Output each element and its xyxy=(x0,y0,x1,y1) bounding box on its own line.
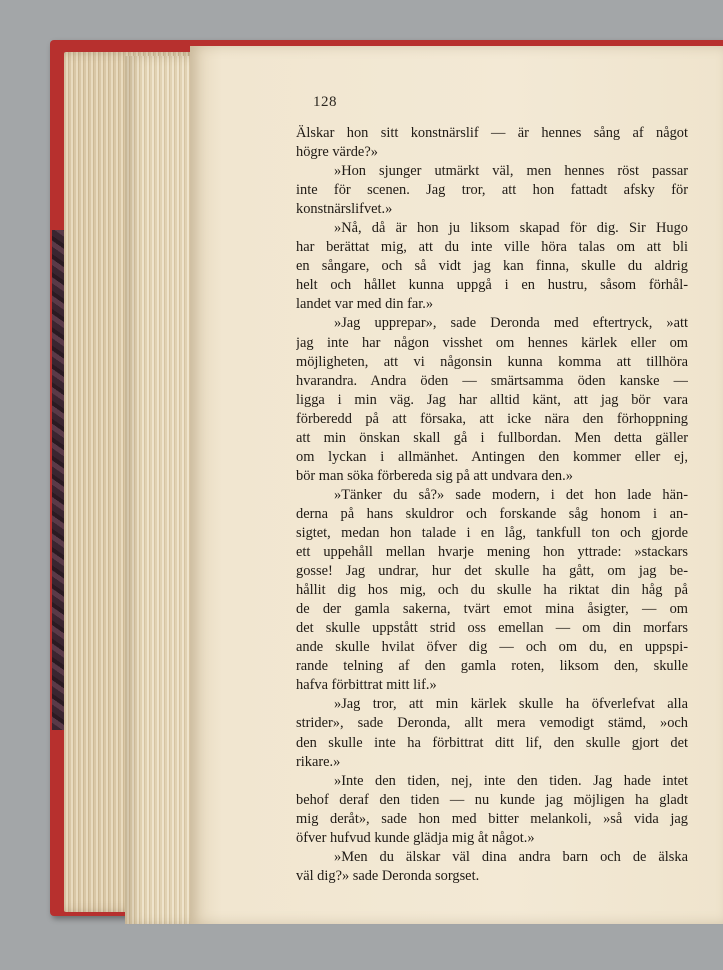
text-line: ett uppehåll mellan hvarje mening hon yttrade: »stackars xyxy=(296,544,688,561)
text-line: det skulle uppstått strid oss emellan — om din morfars xyxy=(296,620,688,637)
text-line: jag inte har någon visshet om hennes kärlek eller om xyxy=(296,334,688,351)
text-line: Älskar hon sitt konstnärslif — är hennes sång af något xyxy=(296,125,688,141)
text-line: »Hon sjunger utmärkt väl, men hennes röst passar xyxy=(334,163,688,180)
text-line: sigtet, medan hon talade i en låg, tankfull ton och gjorde xyxy=(296,524,688,541)
text-line: högre värde?» xyxy=(296,144,378,161)
text-line: landet var med din far.» xyxy=(296,296,434,313)
text-line: gosse! Jag undrar, hur det skulle ha gått, om jag be- xyxy=(296,563,688,580)
text-line: hvarandra. Andra öden — smärtsamma öden kanske — xyxy=(296,372,688,389)
text-line: »Men du älskar väl dina andra barn och de älska xyxy=(334,848,688,865)
text-line: »Inte den tiden, nej, inte den tiden. Jag hade intet xyxy=(334,772,688,789)
text-line: helt och hållet kunna uppgå i en hustru, såsom förhål- xyxy=(296,277,688,294)
text-line: den skulle inte ha förbittrat ditt lif, den skulle gjort det xyxy=(296,734,688,751)
text-line: behof deraf den tiden — nu kunde jag möjligen ha gladt xyxy=(296,791,688,808)
text-line: hållit dig hos mig, och du skulle ha riktat din håg på xyxy=(296,582,688,599)
text-line: »Nå, då är hon ju liksom skapad för dig. Sir Hugo xyxy=(334,220,688,237)
text-line: förberedd på att försaka, att icke nära den förhoppning xyxy=(296,410,688,427)
text-line: en sångare, och så vidt jag kan finna, skulle du aldrig xyxy=(296,258,688,275)
text-line: strider», sade Deronda, allt mera vemodigt stämd, »och xyxy=(296,715,688,732)
page-number: 128 xyxy=(313,94,337,110)
text-line: inte för scenen. Jag tror, att hon fattadt afsky för xyxy=(296,182,688,199)
text-line: de der gamla sakerna, tvärt emot mina åsigter, — om xyxy=(296,601,688,618)
text-line: »Tänker du så?» sade modern, i det hon lade hän- xyxy=(334,486,688,503)
text-line: möjligheten, att vi någonsin kunna komma att tillhöra xyxy=(296,353,688,370)
text-line: konstnärslifvet.» xyxy=(296,201,393,218)
text-line: väl dig?» sade Deronda sorgset. xyxy=(296,867,480,884)
text-line: har berättat mig, att du inte ville höra talas om att bli xyxy=(296,239,688,256)
text-line: »Jag upprepar», sade Deronda med eftertryck, »att xyxy=(334,315,688,332)
text-line: bör man söka förbereda sig på att undvara den.» xyxy=(296,467,573,484)
page-edges-inner xyxy=(125,56,195,924)
text-line: öfver hufvud kunde glädja mig åt något.» xyxy=(296,829,535,846)
book-page xyxy=(190,46,723,924)
text-line: hafva förbittrat mitt lif.» xyxy=(296,677,437,694)
text-line: rikare.» xyxy=(296,753,341,770)
text-line: derna på hans skuldror och forskande såg honom i an- xyxy=(296,505,688,522)
text-line: rande telning af den gamla roten, liksom den, skulle xyxy=(296,658,688,675)
text-line: ligga i min väg. Jag har alltid känt, att jag bör vara xyxy=(296,391,688,408)
text-line: att min önskan skall gå i fullbordan. Men detta gäller xyxy=(296,429,688,446)
text-line: mig deråt», sade hon med bitter melankoli, »så vida jag xyxy=(296,810,688,827)
text-line: ande skulle hvilat öfver dig — och om du, en uppspi- xyxy=(296,639,688,656)
page-text xyxy=(296,124,688,886)
text-line: »Jag tror, att min kärlek skulle ha öfverlefvat alla xyxy=(334,696,688,713)
text-line: om lyckan i allmänhet. Antingen den kommer eller ej, xyxy=(296,448,688,465)
